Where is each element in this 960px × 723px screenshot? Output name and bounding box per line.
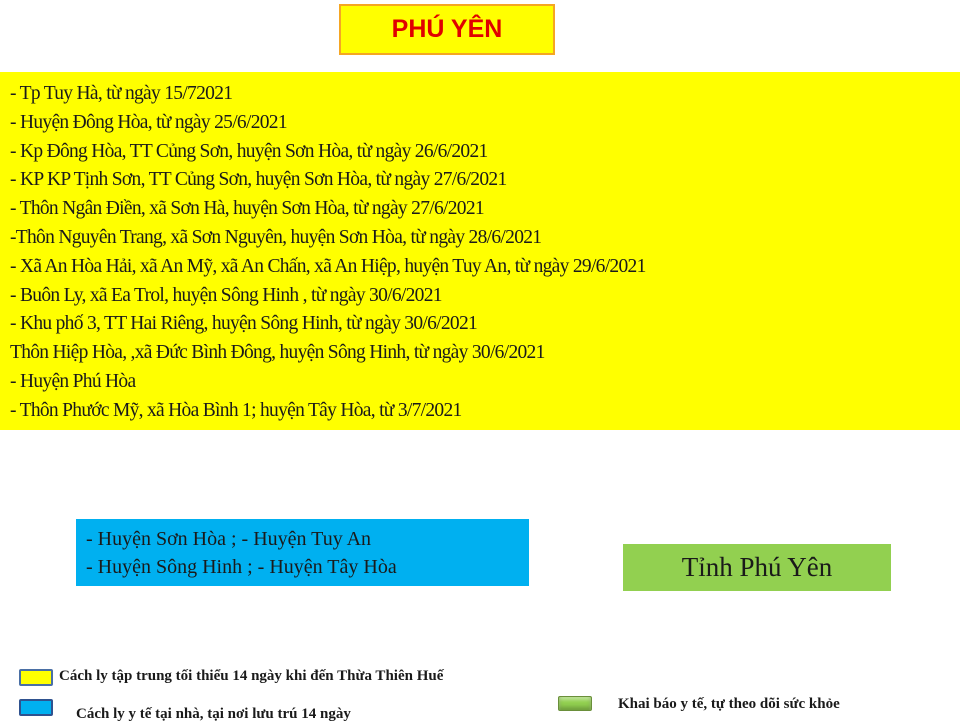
legend-label-green: Khai báo y tế, tự theo dõi sức khỏe [618,696,840,712]
green-zone-label: Tỉnh Phú Yên [623,544,891,591]
legend-label-yellow: Cách ly tập trung tối thiểu 14 ngày khi đến Thừa Thiên Huế [59,668,444,684]
list-item: - Buôn Ly, xã Ea Trol, huyện Sông Hinh , từ ngày 30/6/2021 [10,284,442,306]
page-title: PHÚ YÊN [339,4,555,55]
list-item: - Huyện Sơn Hòa ; - Huyện Tuy An [86,528,372,550]
yellow-zone-list [0,72,960,430]
legend-label-blue: Cách ly y tế tại nhà, tại nơi lưu trú 14 ngày [76,706,351,722]
list-item: - Huyện Sông Hinh ; - Huyện Tây Hòa [86,556,397,578]
list-item: Thôn Hiệp Hòa, ,xã Đức Bình Đông, huyện Sông Hinh, từ ngày 30/6/2021 [10,342,545,364]
blue-zone-list [76,519,529,586]
list-item: - Huyện Đông Hòa, từ ngày 25/6/2021 [10,111,287,133]
list-item: - Xã An Hòa Hải, xã An Mỹ, xã An Chấn, xã An Hiệp, huyện Tuy An, từ ngày 29/6/2021 [10,255,646,277]
list-item: - Huyện Phú Hòa [10,370,136,392]
list-item: - Kp Đông Hòa, TT Củng Sơn, huyện Sơn Hòa, từ ngày 26/6/2021 [10,140,488,162]
list-item: -Thôn Nguyên Trang, xã Sơn Nguyên, huyện Sơn Hòa, từ ngày 28/6/2021 [10,226,542,248]
legend-swatch-blue [19,699,53,716]
list-item: - KP KP Tịnh Sơn, TT Củng Sơn, huyện Sơn Hòa, từ ngày 27/6/2021 [10,169,507,191]
list-item: - Tp Tuy Hà, từ ngày 15/72021 [10,83,233,104]
list-item: - Thôn Ngân Điền, xã Sơn Hà, huyện Sơn Hòa, từ ngày 27/6/2021 [10,198,484,220]
legend-swatch-yellow [19,669,53,686]
list-item: - Thôn Phước Mỹ, xã Hòa Bình 1; huyện Tây Hòa, từ 3/7/2021 [10,399,462,421]
list-item: - Khu phố 3, TT Hai Riêng, huyện Sông Hinh, từ ngày 30/6/2021 [10,313,478,335]
legend-swatch-green [558,696,592,711]
